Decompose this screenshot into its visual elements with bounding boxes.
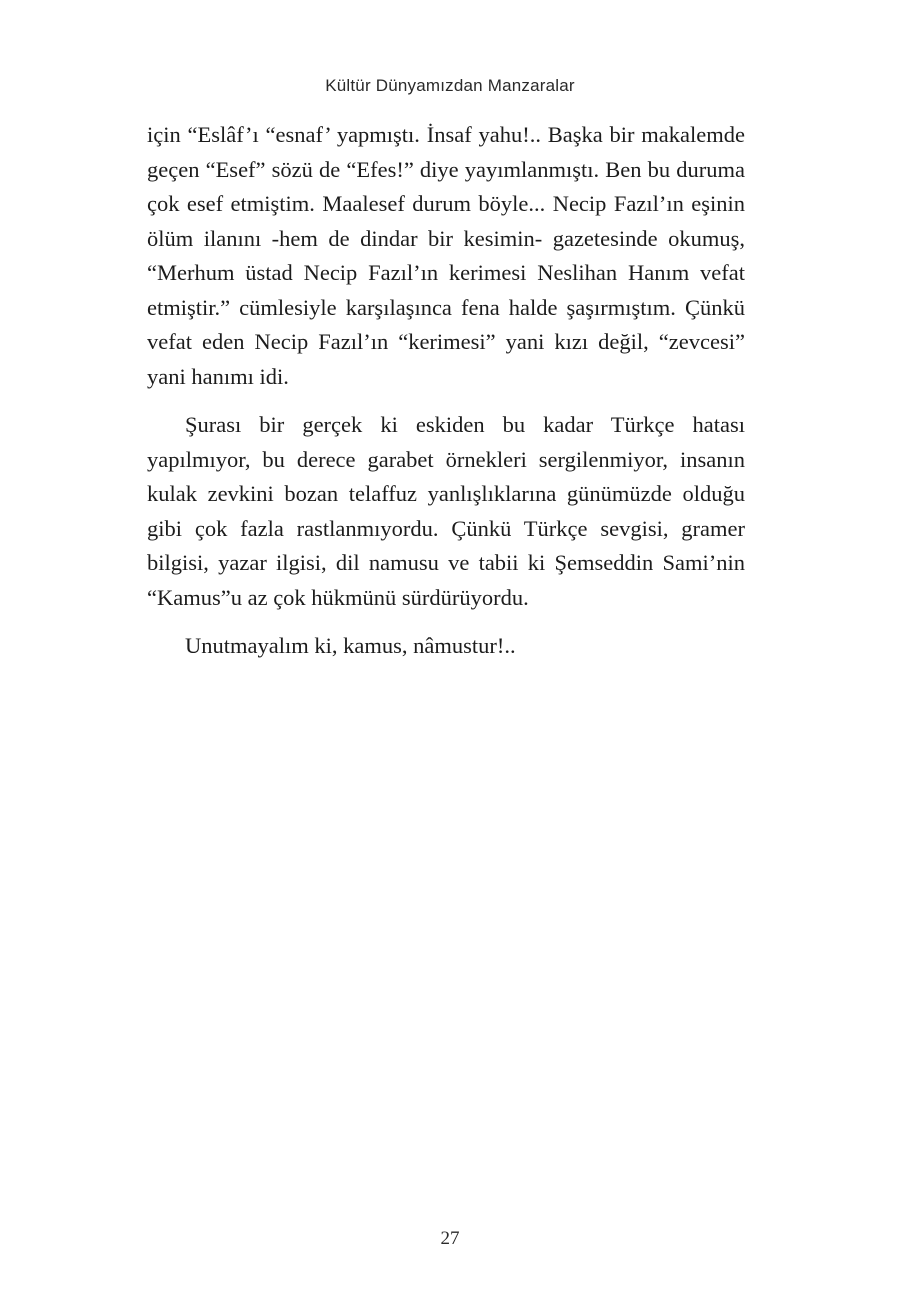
page-number: 27 bbox=[440, 1228, 460, 1249]
paragraph-closing: Unutmayalım ki, kamus, nâmustur!.. bbox=[185, 633, 516, 658]
paragraph-continuation: için “Eslâf’ı “esnaf’ yapmıştı. İnsaf yahu!.. Başka bir makalemde geçen “Esef” sözü de “Efes!” diye yayımlanmıştı. Ben bu duruma çok esef etmiştim. Maalesef durum böyle... Necip Fazıl’ın eşinin ölüm ilanını -hem de dindar bir kesimin- gazetesinde okumuş, “Merhum üstad Necip Fazıl’ın kerimesi Neslihan Hanım vefat etmiştir.” cümlesiyle karşılaşınca fena halde şaşırmıştım. Çünkü vefat eden Necip Fazıl’ın “kerimesi” yani kızı değil, “zevcesi” yani hanımı idi. bbox=[147, 122, 745, 389]
paragraph-second: Şurası bir gerçek ki eskiden bu kadar Türkçe hatası yapılmıyor, bu derece garabet örnekleri sergilenmiyor, insanın kulak zevkini bozan telaffuz yanlışlıklarına günümüzde olduğu gibi çok fazla rastlanmıyordu. Çünkü Türkçe sevgisi, gramer bilgisi, yazar ilgisi, dil namusu ve tabii ki Şemseddin Sami’nin “Kamus”u az çok hükmünü sürdürüyordu. bbox=[147, 412, 745, 610]
body-text bbox=[147, 118, 745, 664]
running-header: Kültür Dünyamızdan Manzaralar bbox=[325, 76, 575, 95]
